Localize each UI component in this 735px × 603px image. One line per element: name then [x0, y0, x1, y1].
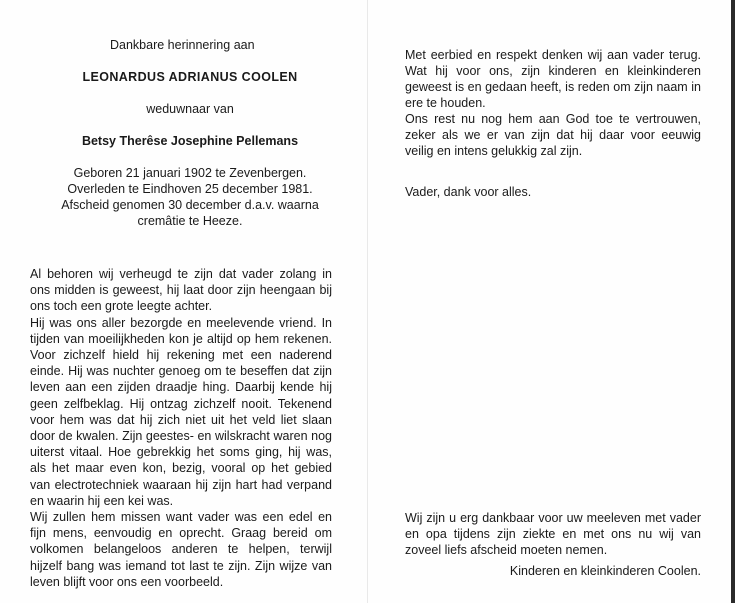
card-right-edge	[731, 0, 735, 603]
life-facts	[30, 165, 350, 229]
fact-farewell: Afscheid genomen 30 december d.a.v. waarna	[61, 198, 319, 212]
left-page-body	[30, 266, 332, 590]
intro-line: Dankbare herinnering aan	[110, 38, 255, 52]
right-paragraph-2: Ons rest nu nog hem aan God toe te vertrouwen, zeker als we er van zijn dat hij daar voor eeuwig veilig en intens gelukkig zal zijn.	[405, 112, 701, 158]
signature: Kinderen en kleinkinderen Coolen.	[509, 563, 701, 578]
thanks-block	[405, 510, 701, 579]
fact-cremation: cremâtie te Heeze.	[137, 214, 243, 228]
right-paragraph-1: Met eerbied en respekt denken wij aan vader terug. Wat hij voor ons, zijn kinderen en kleinkinderen geweest is en gedaan heeft, is reden om zijn naam in ere te houden.	[405, 48, 701, 110]
body-paragraph-1: Al behoren wij verheugd te zijn dat vader zolang in ons midden is geweest, hij laat door zijn heengaan bij ons toch een grote leegte achter.	[30, 267, 332, 314]
deceased-name: LEONARDUS ADRIANUS COOLEN	[82, 70, 298, 84]
body-paragraph-3: Wij zullen hem missen want vader was een edel en fijn mens, eenvoudig en oprecht. Graag bereid om volkomen belangeloos anderen te helpen, terwijl hijzelf bang was iemand tot last te zijn. Zijn wijze van leven blijft voor ons een voorbeeld.	[30, 510, 332, 589]
closing-line: Vader, dank voor alles.	[405, 185, 532, 199]
right-page-text	[405, 47, 701, 200]
fact-born: Geboren 21 januari 1902 te Zevenbergen.	[73, 166, 307, 180]
spouse-name: Betsy Therêse Josephine Pellemans	[81, 134, 299, 148]
fact-died: Overleden te Eindhoven 25 december 1981.	[67, 182, 313, 196]
relation-line: weduwnaar van	[146, 102, 234, 116]
card-fold-line	[367, 0, 368, 603]
thanks-text: Wij zijn u erg dankbaar voor uw meeleven met vader en opa tijdens zijn ziekte en met ons nu wij van zoveel liefs afscheid moeten nemen.	[405, 511, 701, 558]
body-paragraph-2: Hij was ons aller bezorgde en meelevende vriend. In tijden van moeilijkheden kon je altijd op hem rekenen. Voor zichzelf hield hij rekening met een naderend einde. Hij was nuchter genoeg om te beseffen dat zijn leven aan een zijden draadje hing. Daarbij kende hij geen zelfbeklag. Hij ontzag zichzelf nooit. Tekenend voor hem was dat hij zich niet uit het veld liet slaan door de kwalen. Zijn geestes- en wilskracht waren nog uiterst vitaal. Hoe gebrekkig het soms ging, hij was, als het maar even kon, bezig, vooral op het gebied van electrotechniek waaraan hij zijn hart had verpand en waarin hij een kei was.	[30, 315, 332, 508]
left-page-header	[30, 37, 350, 229]
